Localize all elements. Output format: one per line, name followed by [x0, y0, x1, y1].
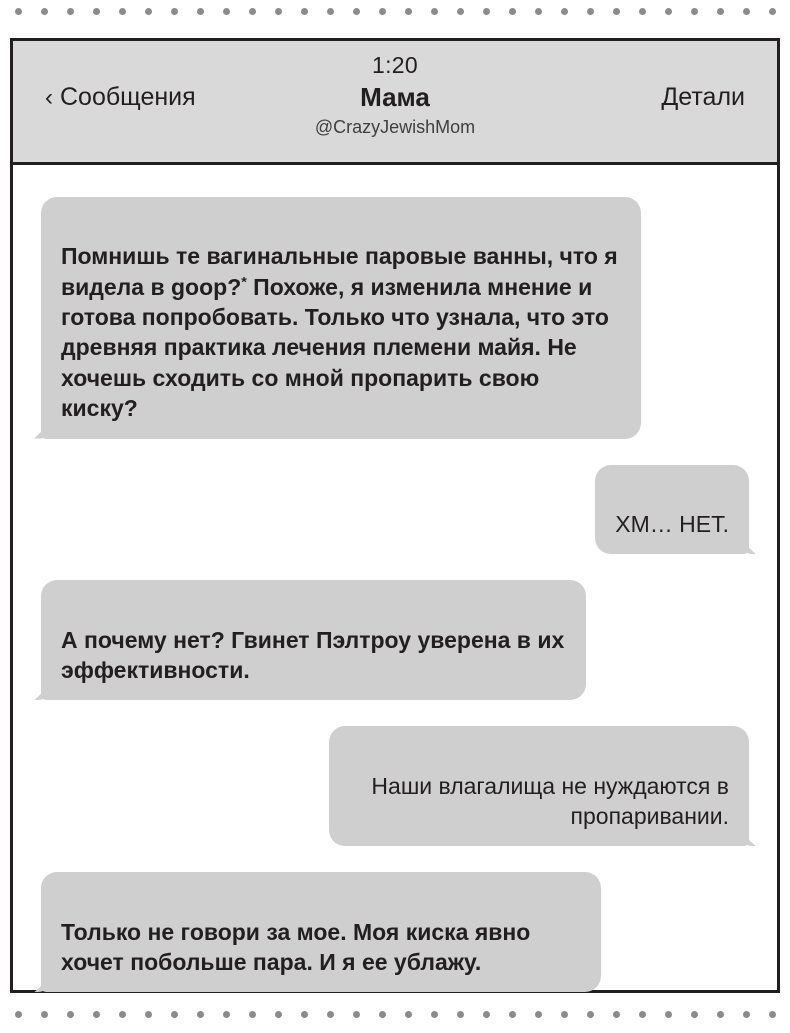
- message-text: Помнишь те вагинальные паровые ванны, что я видела в goop?* Похоже, я изменила мнение и готова попробовать. Только что узнала, что это древняя практика лечения племени майя. Не хочешь сходить со мной пропарить свою киску?: [61, 243, 618, 422]
- decorative-dot: [561, 1011, 568, 1018]
- decorative-dot: [275, 8, 282, 15]
- decorative-dot: [93, 1011, 100, 1018]
- decorative-dot: [509, 1011, 516, 1018]
- decorative-dot: [587, 8, 594, 15]
- decorative-dot-row-bottom: [0, 1009, 790, 1019]
- decorative-dot: [743, 1011, 750, 1018]
- decorative-dot: [717, 8, 724, 15]
- decorative-dot: [353, 1011, 360, 1018]
- decorative-dot: [405, 1011, 412, 1018]
- decorative-dot: [15, 8, 22, 15]
- message-row: [41, 580, 749, 700]
- decorative-dot: [587, 1011, 594, 1018]
- decorative-dot: [665, 1011, 672, 1018]
- decorative-dot-row-top: [0, 6, 790, 16]
- decorative-dot: [353, 8, 360, 15]
- decorative-dot: [691, 8, 698, 15]
- decorative-dot: [327, 1011, 334, 1018]
- decorative-dot: [197, 1011, 204, 1018]
- decorative-dot: [41, 8, 48, 15]
- message-bubble-incoming: [41, 580, 586, 700]
- messages-header: [13, 41, 777, 165]
- decorative-dot: [223, 8, 230, 15]
- decorative-dot: [483, 1011, 490, 1018]
- contact-name: Мама: [360, 82, 430, 112]
- phone-frame: [10, 38, 780, 993]
- footnote-marker: *: [241, 274, 247, 291]
- chevron-left-icon: ‹: [45, 83, 53, 111]
- decorative-dot: [301, 8, 308, 15]
- decorative-dot: [145, 8, 152, 15]
- decorative-dot: [613, 8, 620, 15]
- message-text: ХМ… НЕТ.: [615, 510, 729, 537]
- status-bar-time: 1:20: [372, 52, 418, 78]
- decorative-dot: [197, 8, 204, 15]
- decorative-dot: [67, 8, 74, 15]
- decorative-dot: [379, 1011, 386, 1018]
- message-bubble-outgoing: [329, 726, 749, 846]
- decorative-dot: [613, 1011, 620, 1018]
- message-text: А почему нет? Гвинет Пэлтроу уверена в их эффективности.: [61, 626, 565, 683]
- decorative-dot: [275, 1011, 282, 1018]
- decorative-dot: [15, 1011, 22, 1018]
- decorative-dot: [769, 8, 776, 15]
- decorative-dot: [249, 1011, 256, 1018]
- decorative-dot: [639, 1011, 646, 1018]
- decorative-dot: [691, 1011, 698, 1018]
- message-bubble-incoming: [41, 872, 601, 992]
- decorative-dot: [743, 8, 750, 15]
- decorative-dot: [249, 8, 256, 15]
- decorative-dot: [119, 1011, 126, 1018]
- decorative-dot: [405, 8, 412, 15]
- message-row: [41, 872, 749, 992]
- decorative-dot: [457, 1011, 464, 1018]
- decorative-dot: [431, 8, 438, 15]
- decorative-dot: [665, 8, 672, 15]
- message-row: [41, 726, 749, 846]
- decorative-dot: [41, 1011, 48, 1018]
- decorative-dot: [67, 1011, 74, 1018]
- decorative-dot: [171, 1011, 178, 1018]
- message-row: [41, 197, 749, 439]
- decorative-dot: [119, 8, 126, 15]
- conversation-thread: [13, 165, 777, 1012]
- decorative-dot: [301, 1011, 308, 1018]
- message-bubble-incoming: [41, 197, 641, 439]
- decorative-dot: [145, 1011, 152, 1018]
- decorative-dot: [93, 8, 100, 15]
- decorative-dot: [379, 8, 386, 15]
- decorative-dot: [535, 8, 542, 15]
- decorative-dot: [171, 8, 178, 15]
- decorative-dot: [639, 8, 646, 15]
- decorative-dot: [457, 8, 464, 15]
- decorative-dot: [535, 1011, 542, 1018]
- decorative-dot: [223, 1011, 230, 1018]
- message-bubble-outgoing: [595, 465, 749, 555]
- details-button[interactable]: Детали: [661, 83, 745, 111]
- decorative-dot: [509, 8, 516, 15]
- decorative-dot: [327, 8, 334, 15]
- decorative-dot: [769, 1011, 776, 1018]
- decorative-dot: [561, 8, 568, 15]
- decorative-dot: [431, 1011, 438, 1018]
- message-row: [41, 465, 749, 555]
- decorative-dot: [717, 1011, 724, 1018]
- back-to-messages-label: Сообщения: [60, 83, 196, 111]
- message-text: Только не говори за мое. Моя киска явно хочет побольше пара. И я ее ублажу.: [61, 918, 531, 976]
- message-text: Наши влагалища не нуждаются в пропаривании.: [371, 772, 729, 830]
- decorative-dot: [483, 8, 490, 15]
- contact-handle: @CrazyJewishMom: [314, 117, 476, 137]
